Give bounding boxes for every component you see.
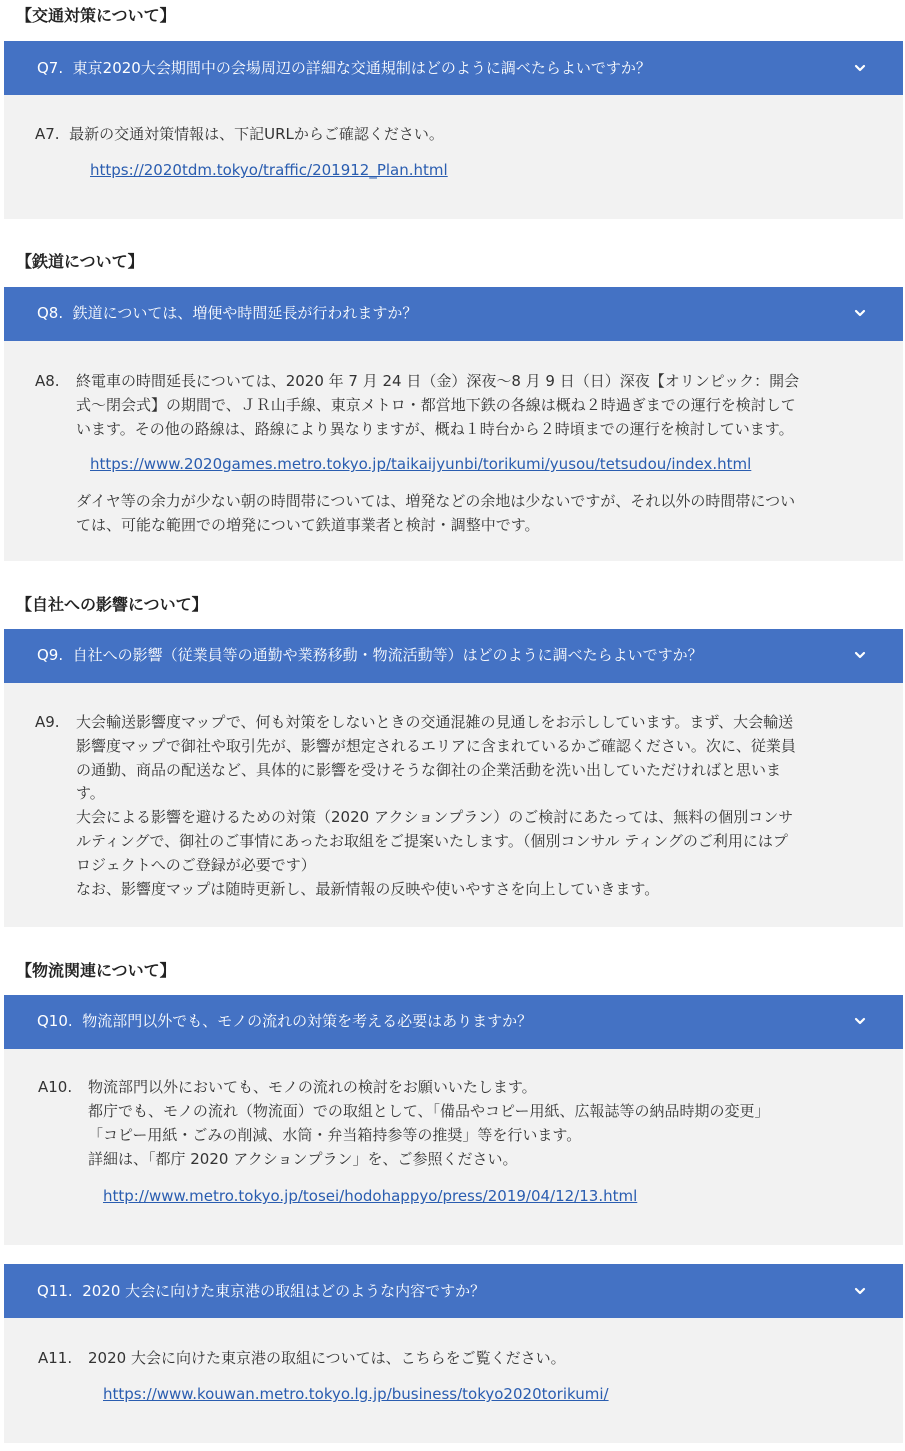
chevron-down-icon[interactable]	[853, 648, 867, 662]
answer-line: います。その他の路線は、路線により異なりますが、概ね１時台から２時頃までの運行を検討しています。	[76, 420, 794, 438]
answer-line: 詳細は、「都庁 2020 アクションプラン」を、ご参照ください。	[88, 1150, 518, 1168]
answer-line: ては、可能な範囲での増発について鉄道事業者と検討・調整中です。	[76, 516, 540, 534]
faq-question-q9[interactable]	[4, 629, 903, 683]
answer-line: す。	[76, 784, 105, 802]
answer-line: 都庁でも、モノの流れ（物流面）での取組として、「備品やコピー用紙、広報誌等の納品時期の変更」	[88, 1102, 770, 1120]
question-text: Q7. 東京2020大会期間中の会場周辺の詳細な交通規制はどのように調べたらよいですか？	[37, 59, 651, 77]
chevron-down-icon[interactable]	[853, 61, 867, 75]
answer-line: 影響度マップで御社や取引先が、影響が想定されるエリアに含まれているかご確認ください。次に、従業員	[76, 737, 796, 755]
section-heading-logistics: 【物流関連について】	[16, 961, 176, 980]
chevron-down-icon[interactable]	[853, 306, 867, 320]
section-heading-impact: 【自社への影響について】	[16, 595, 208, 614]
faq-answer-a11	[4, 1318, 903, 1443]
faq-question-q8[interactable]	[4, 287, 903, 341]
faq-question-q10[interactable]	[4, 995, 903, 1049]
question-text: Q9. 自社への影響（従業員等の通勤や業務移動・物流活動等）はどのように調べたらよいですか？	[37, 646, 703, 664]
answer-line: ロジェクトへのご登録が必要です）	[76, 856, 316, 874]
section-heading-traffic: 【交通対策について】	[16, 6, 176, 25]
answer-line: 「コピー用紙・ごみの削減、水筒・弁当箱持参等の推奨」等を行います。	[88, 1126, 582, 1144]
answer-line: ダイヤ等の余力が少ない朝の時間帯については、増発などの余地は少ないですが、それ以外の時間帯につい	[76, 492, 796, 510]
answer-line: 大会による影響を避けるための対策（2020 アクションプラン）のご検討にあたっては、無料の個別コンサ	[76, 808, 794, 826]
answer-label: A11.	[38, 1349, 73, 1367]
answer-line: 大会輸送影響度マップで、何も対策をしないときの交通混雑の見通しをお示ししています。まず、大会輸送	[76, 713, 794, 731]
answer-line: なお、影響度マップは随時更新し、最新情報の反映や使いやすさを向上していきます。	[76, 880, 660, 898]
answer-text: A7. 最新の交通対策情報は、下記URLからご確認ください。	[35, 125, 444, 143]
chevron-down-icon[interactable]	[853, 1284, 867, 1298]
answer-line: 物流部門以外においても、モノの流れの検討をお願いいたします。	[88, 1078, 537, 1096]
faq-question-q11[interactable]	[4, 1264, 903, 1318]
question-text: Q8. 鉄道については、増便や時間延長が行われますか？	[37, 304, 418, 322]
faq-answer-a7	[4, 95, 903, 219]
answer-line: 式～閉会式】の期間で、ＪＲ山手線、東京メトロ・都営地下鉄の各線は概ね２時過ぎまでの運行を検討して	[76, 396, 796, 414]
faq-answer-a10	[4, 1049, 903, 1245]
answer-line: の通勤、商品の配送など、具体的に影響を受けそうな御社の企業活動を洗い出していただければと思いま	[76, 761, 782, 779]
answer-line: 終電車の時間延長については、2020 年 7 月 24 日（金）深夜～8 月 9 日（日）深夜【オリンピック：開会	[76, 372, 800, 390]
answer-line: ルティングで、御社のご事情にあったお取組をご提案いたします。（個別コンサル ティングのご利用にはプ	[76, 832, 788, 850]
chevron-down-icon[interactable]	[853, 1014, 867, 1028]
faq-answer-a8	[4, 341, 903, 561]
question-text: Q10. 物流部門以外でも、モノの流れの対策を考える必要はありますか？	[37, 1012, 533, 1030]
answer-link[interactable]: https://www.kouwan.metro.tokyo.lg.jp/business/tokyo2020torikumi/	[103, 1385, 609, 1403]
question-text: Q11. 2020 大会に向けた東京港の取組はどのような内容ですか？	[37, 1282, 486, 1300]
answer-link[interactable]: http://www.metro.tokyo.jp/tosei/hodohappyo/press/2019/04/12/13.html	[103, 1187, 638, 1205]
section-heading-rail: 【鉄道について】	[16, 252, 144, 271]
answer-line: 2020 大会に向けた東京港の取組については、こちらをご覧ください。	[88, 1349, 566, 1367]
answer-link[interactable]: https://www.2020games.metro.tokyo.jp/taikaijyunbi/torikumi/yusou/tetsudou/index.html	[90, 455, 752, 473]
answer-label: A8.	[35, 372, 60, 390]
faq-answer-a9	[4, 683, 903, 927]
answer-label: A10.	[38, 1078, 73, 1096]
answer-link[interactable]: https://2020tdm.tokyo/traffic/201912_Plan.html	[90, 161, 448, 179]
faq-question-q7[interactable]	[4, 41, 903, 95]
answer-label: A9.	[35, 713, 60, 731]
